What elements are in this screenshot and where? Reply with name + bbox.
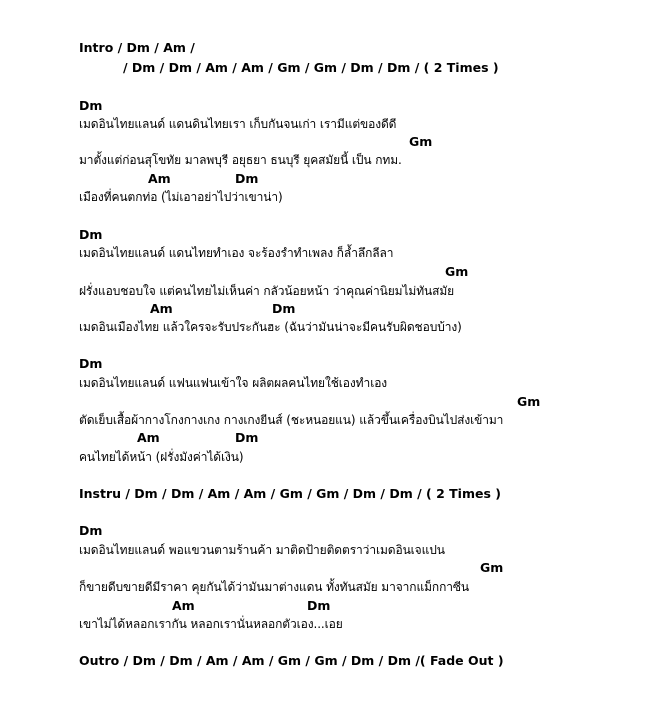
verse3-chordline-1 <box>0 393 670 411</box>
verse2-chord-dm2: Dm <box>272 301 296 316</box>
verse3-lyric-3: คนไทยได้หน้า (ฝรั่งมังค่าได้เงิน) <box>79 450 244 464</box>
intro-line: Intro / Dm / Am / <box>79 40 195 55</box>
verse1-chord-dm: Dm <box>79 98 103 113</box>
verse3-chord-dm: Dm <box>79 356 103 371</box>
verse4-chord-dm2: Dm <box>307 598 331 613</box>
verse2-chord-dm: Dm <box>79 227 103 242</box>
intro-line-2: / Dm / Dm / Am / Am / Gm / Gm / Dm / Dm / ( 2 Times ) <box>123 60 499 75</box>
verse1-chord-am: Am <box>148 171 171 186</box>
verse1-chordline-2 <box>0 170 670 188</box>
verse3-chord-dm2: Dm <box>235 430 259 445</box>
verse2-chordline-2 <box>0 300 670 318</box>
verse2-lyric-1: เมดอินไทยแลนด์ แดนไทยทำเอง จะร้องรำทำเพลง ก็ล้ำลึกลีลา <box>79 246 394 260</box>
verse2-lyric-3: เมดอินเมืองไทย แล้วใครจะรับประกันฮะ (ฉันว่ามันน่าจะมีคนรับผิดชอบบ้าง) <box>79 320 462 334</box>
verse4-lyric-1: เมดอินไทยแลนด์ พอแขวนตามร้านค้า มาติดป้ายติดตราว่าเมดอินเจแปน <box>79 543 445 557</box>
verse4-chord-dm: Dm <box>79 523 103 538</box>
verse4-chordline-2 <box>0 597 670 615</box>
verse2-chord-am: Am <box>150 301 173 316</box>
verse4-chord-am: Am <box>172 598 195 613</box>
verse2-chord-gm: Gm <box>445 264 469 279</box>
verse3-lyric-2: ตัดเย็บเสื้อผ้ากางโกงกางเกง กางเกงยีนส์ (ชะหนอยแน) แล้วขึ้นเครื่องบินไปส่งเข้ามา <box>79 413 504 427</box>
verse3-chordline-2 <box>0 429 670 447</box>
verse4-chordline-1 <box>0 559 670 577</box>
verse4-lyric-3: เขาไม่ได้หลอกเรากัน หลอกเรานั่นหลอกตัวเอง...เอย <box>79 617 343 631</box>
verse1-chordline-1 <box>0 133 670 151</box>
verse3-chord-gm: Gm <box>517 394 541 409</box>
verse3-lyric-1: เมดอินไทยแลนด์ แฟนแฟนเข้าใจ ผลิตผลคนไทยใช้เองทำเอง <box>79 376 388 390</box>
verse1-lyric-2: มาตั้งแต่ก่อนสุโขทัย มาลพบุรี อยุธยา ธนบุรี ยุคสมัยนี้ เป็น กทม. <box>79 153 402 167</box>
verse4-lyric-2: ก็ขายดีบขายดีมีราคา คุยกันได้ว่ามันมาต่างแดน ทั้งทันสมัย มาจากแม็กกาซีน <box>79 580 470 594</box>
verse1-lyric-1: เมดอินไทยแลนด์ แดนดินไทยเรา เก็บกันจนเก่า เรามีแต่ของดีดี <box>79 117 397 131</box>
verse1-chord-gm: Gm <box>409 134 433 149</box>
verse1-lyric-3: เมืองที่คนตกท่อ (ไม่เอาอย่าไปว่าเขาน่า) <box>79 190 283 204</box>
verse3-chord-am: Am <box>137 430 160 445</box>
verse1-chord-dm2: Dm <box>235 171 259 186</box>
outro-line: Outro / Dm / Dm / Am / Am / Gm / Gm / Dm / Dm /( Fade Out ) <box>79 653 504 668</box>
verse2-chordline-1 <box>0 263 670 281</box>
verse4-chord-gm: Gm <box>480 560 504 575</box>
verse2-lyric-2: ฝรั่งแอบชอบใจ แต่คนไทยไม่เห็นค่า กลัวน้อยหน้า ว่าคุณค่านิยมไม่ทันสมัย <box>79 284 455 298</box>
instru-line: Instru / Dm / Dm / Am / Am / Gm / Gm / Dm / Dm / ( 2 Times ) <box>79 486 501 501</box>
